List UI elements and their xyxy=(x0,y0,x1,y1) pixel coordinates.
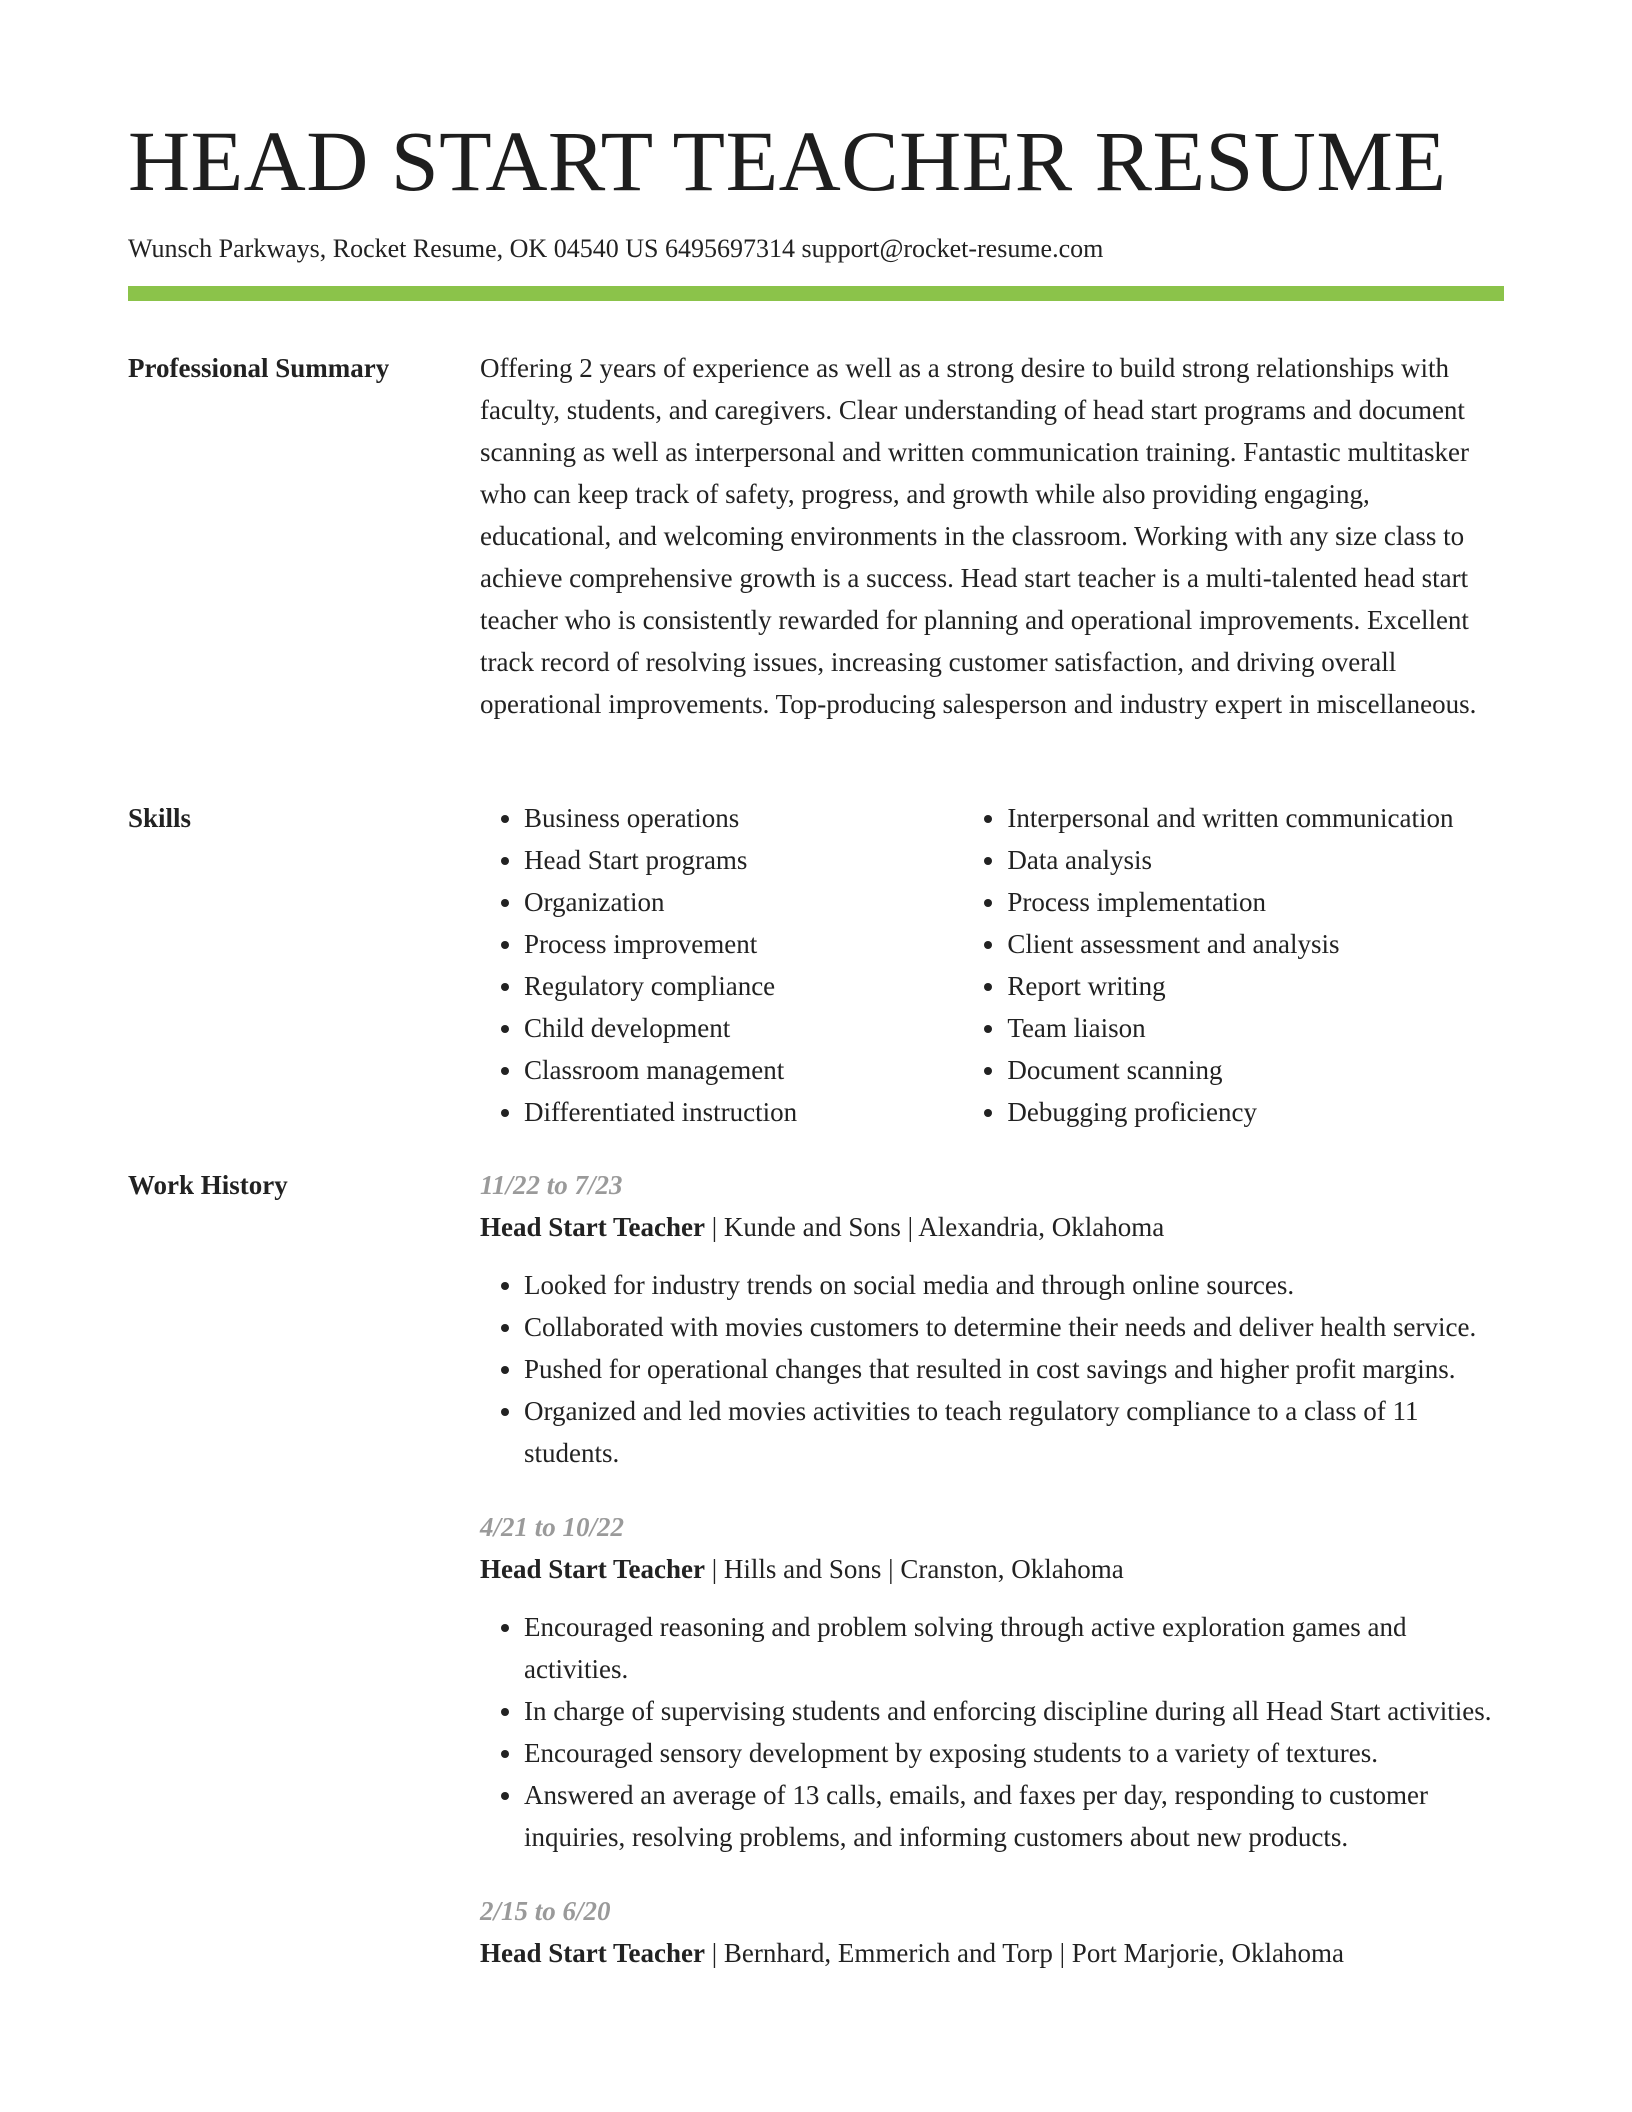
job-bullets xyxy=(480,1264,1504,1474)
summary-text: Offering 2 years of experience as well as a strong desire to build strong relationships with faculty, students, and caregivers. Clear understanding of head start programs and document scanning as well as interpersonal and written communication training. Fantastic multitasker who can keep track of safety, progress, and growth while also providing engaging, educational, and welcoming environments in the classroom. Working with any size class to achieve comprehensive growth is a success. Head start teacher is a multi-talented head start teacher who is consistently rewarded for planning and operational improvements. Excellent track record of resolving issues, increasing customer satisfaction, and driving overall operational improvements. Top-producing salesperson and industry expert in miscellaneous. xyxy=(480,353,1477,719)
skills-heading: Skills xyxy=(128,803,192,833)
skills-columns xyxy=(480,797,1504,1133)
job-bullet: • Pushed for operational changes that resulted in cost savings and higher profit margins. xyxy=(524,1348,1504,1390)
job-dates: 11/22 to 7/23 xyxy=(480,1170,623,1200)
skill-item: • Business operations xyxy=(524,797,963,839)
job-bullet: • Answered an average of 13 calls, emails, and faxes per day, responding to customer inquiries, resolving problems, and informing customers about new products. xyxy=(524,1774,1504,1858)
skill-item: • Team liaison xyxy=(1007,1007,1504,1049)
job-entry xyxy=(480,1164,1504,1474)
job-employer-location: | Hills and Sons | Cranston, Oklahoma xyxy=(704,1554,1124,1584)
job-bullet: • Encouraged sensory development by exposing students to a variety of textures. xyxy=(524,1732,1504,1774)
skill-item: • Child development xyxy=(524,1007,963,1049)
skill-item: • Interpersonal and written communication xyxy=(1007,797,1504,839)
job-entry xyxy=(480,1506,1504,1858)
skill-item: • Report writing xyxy=(1007,965,1504,1007)
job-employer-location: | Kunde and Sons | Alexandria, Oklahoma xyxy=(704,1212,1165,1242)
resume-title: HEAD START TEACHER RESUME xyxy=(128,113,1447,209)
job-title: Head Start Teacher xyxy=(480,1938,705,1968)
skill-item: • Client assessment and analysis xyxy=(1007,923,1504,965)
job-employer-location: | Bernhard, Emmerich and Torp | Port Marjorie, Oklahoma xyxy=(704,1938,1344,1968)
skill-item: • Differentiated instruction xyxy=(524,1091,963,1133)
job-bullet: • Looked for industry trends on social media and through online sources. xyxy=(524,1264,1504,1306)
skills-section xyxy=(480,797,1504,1133)
job-heading xyxy=(480,1932,1504,1974)
job-heading xyxy=(480,1548,1504,1590)
summary-heading: Professional Summary xyxy=(128,353,390,383)
skill-item: • Head Start programs xyxy=(524,839,963,881)
work-history-section xyxy=(480,1164,1504,1974)
accent-divider xyxy=(128,286,1504,301)
skills-list-right xyxy=(963,797,1504,1133)
work-history-heading: Work History xyxy=(128,1170,288,1200)
skill-item: • Regulatory compliance xyxy=(524,965,963,1007)
contact-line: Wunsch Parkways, Rocket Resume, OK 04540 US 6495697314 support@rocket-resume.com xyxy=(128,234,1104,263)
skill-item: • Process improvement xyxy=(524,923,963,965)
job-bullet: • Collaborated with movies customers to determine their needs and deliver health service. xyxy=(524,1306,1504,1348)
skill-item: • Process implementation xyxy=(1007,881,1504,923)
job-bullet: • In charge of supervising students and enforcing discipline during all Head Start activities. xyxy=(524,1690,1504,1732)
job-dates: 2/15 to 6/20 xyxy=(480,1896,611,1926)
job-bullets xyxy=(480,1606,1504,1858)
skill-item: • Classroom management xyxy=(524,1049,963,1091)
skill-item: • Document scanning xyxy=(1007,1049,1504,1091)
skills-list-left xyxy=(480,797,963,1133)
job-entry xyxy=(480,1890,1504,1974)
job-heading xyxy=(480,1206,1504,1248)
job-dates: 4/21 to 10/22 xyxy=(480,1512,625,1542)
job-bullet: • Encouraged reasoning and problem solving through active exploration games and activities. xyxy=(524,1606,1504,1690)
skill-item: • Organization xyxy=(524,881,963,923)
job-bullet: • Organized and led movies activities to teach regulatory compliance to a class of 11 students. xyxy=(524,1390,1504,1474)
job-title: Head Start Teacher xyxy=(480,1554,705,1584)
skill-item: • Data analysis xyxy=(1007,839,1504,881)
skill-item: • Debugging proficiency xyxy=(1007,1091,1504,1133)
summary-section xyxy=(480,347,1504,725)
job-title: Head Start Teacher xyxy=(480,1212,705,1242)
